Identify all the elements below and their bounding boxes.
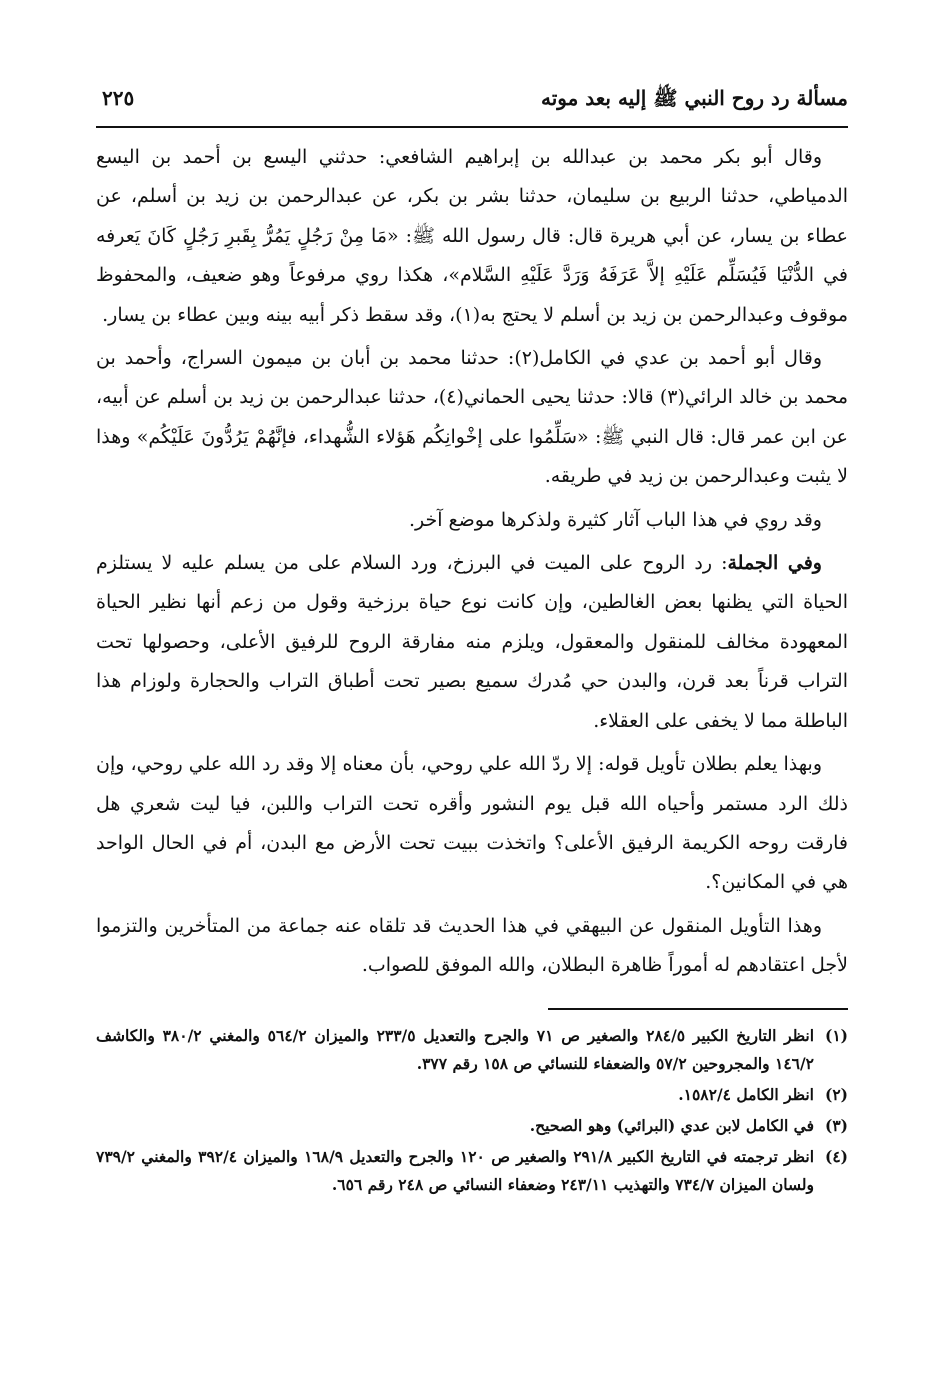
paragraph-text: وقال أبو أحمد بن عدي في الكامل(٢): حدثنا محمد بن أبان بن ميمون السراج، وأحمد بن محمد بن خالد الرائي(٣) قالا: حدثنا يحيى الحماني(٤)، حدثنا عبدالرحمن بن زيد بن أسلم عن أبيه، عن ابن عمر قال: قال النبي ﷺ: «سَلِّمُوا على إخْوانِكُم هَؤلاء الشُّهداء، فإنَّهُمْ يَرُدُّونَ عَلَيْكُم» وهذا لا يثبت وعبدالرحمن بن زيد في طريقه. bbox=[96, 347, 849, 488]
paragraph-1 bbox=[96, 138, 848, 335]
footnote-1 bbox=[96, 1022, 848, 1078]
footnote-number: (٢) bbox=[824, 1084, 848, 1104]
page-header bbox=[96, 84, 848, 120]
footnote-text: في الكامل لابن عدي (البرائي) وهو الصحيح. bbox=[529, 1115, 814, 1135]
footnote-rule bbox=[548, 1008, 848, 1010]
paragraph-3 bbox=[96, 501, 848, 540]
paragraph-lead: وفي الجملة bbox=[727, 552, 822, 575]
paragraph-text: وقد روي في هذا الباب آثار كثيرة ولذكرها موضع آخر. bbox=[408, 508, 822, 531]
footnote-3 bbox=[96, 1112, 848, 1140]
paragraph-text: وهذا التأويل المنقول عن البيهقي في هذا الحديث قد تلقاه عنه جماعة من المتأخرين والتزموا لأجل اعتقادهم له أموراً ظاهرة البطلان، والله الموفق للصواب. bbox=[96, 914, 848, 977]
footnote-number: (٣) bbox=[824, 1115, 848, 1135]
running-title: مسألة رد روح النبي ﷺ إليه بعد موته bbox=[540, 86, 848, 110]
page-number: ٢٢٥ bbox=[102, 86, 135, 110]
footnote-number: (٤) bbox=[824, 1146, 848, 1166]
paragraph-5 bbox=[96, 745, 848, 903]
paragraph-text: وبهذا يعلم بطلان تأويل قوله: إلا ردّ الله علي روحي، بأن معناه إلا وقد رد الله علي روحي، وإن ذلك الرد مستمر وأحياه الله قبل يوم النشور وأقره تحت التراب واللبن، فيا ليت شعري هل فارقت روحه الكريمة الرفيق الأعلى؟ واتخذت ببيت تحت الأرض مع البدن، أم في الحال الواحد هي في المكانين؟. bbox=[96, 753, 848, 894]
footnote-text: انظر الكامل ١٥٨٢/٤. bbox=[678, 1084, 814, 1104]
footnote-text: انظر ترجمته في التاريخ الكبير ٢٩١/٨ والصغير ص ١٢٠ والجرح والتعديل ١٦٨/٩ والميزان ٣٩٢/٤ والمغني ٧٣٩/٢ ولسان الميزان ٧٣٤/٧ والتهذيب ٢٤٣/١١ وضعفاء النسائي ص ٢٤٨ رقم ٦٥٦. bbox=[96, 1146, 815, 1194]
footnote-text: انظر التاريخ الكبير ٢٨٤/٥ والصغير ص ٧١ والجرح والتعديل ٢٣٣/٥ والميزان ٥٦٤/٢ والمغني ٣٨٠/٢ والكاشف ١٤٦/٢ والمجروحين ٥٧/٢ والضعفاء للنسائي ص ١٥٨ رقم ٣٧٧. bbox=[96, 1025, 815, 1073]
paragraph-text: وقال أبو بكر محمد بن عبدالله بن إبراهيم الشافعي: حدثني اليسع بن أحمد بن اليسع الدمياطي، حدثنا الربيع بن سليمان، حدثنا بشر بن بكر، عن عبدالرحمن بن زيد بن أسلم، عن عطاء بن يسار، عن أبي هريرة قال: قال رسول الله ﷺ: «مَا مِنْ رَجُلٍ يَمُرُّ بِقَبرِ رَجُلٍ كَانَ يَعرفه في الدُّنْيَا فَيُسَلِّم عَلَيْهِ إلاَّ عَرَفَهُ وَرَدَّ عَلَيْهِ السَّلام»، هكذا روي مرفوعاً وهو ضعيف، والمحفوظ موقوف وعبدالرحمن بن زيد بن أسلم لا يحتج به(١)، وقد سقط ذكر أبيه بينه وبين عطاء بن يسار. bbox=[96, 146, 848, 326]
footnote-number: (١) bbox=[824, 1025, 848, 1045]
paragraph-4 bbox=[96, 544, 848, 741]
main-text bbox=[96, 138, 848, 986]
footnotes bbox=[96, 1022, 848, 1199]
paragraph-2 bbox=[96, 339, 848, 497]
footnote-2 bbox=[96, 1081, 848, 1109]
header-rule bbox=[96, 126, 848, 128]
paragraph-6 bbox=[96, 907, 848, 986]
book-page bbox=[96, 84, 848, 1202]
paragraph-text: : رد الروح على الميت في البرزخ، ورد السلام على من يسلم عليه لا يستلزم الحياة التي يظنها بعض الغالطين، وإن كانت نوع حياة برزخية وقول من زعم أنها نظير الحياة المعهودة مخالف للمنقول والمعقول، ويلزم منه مفارقة الروح للرفيق الأعلى، وحصولها تحت التراب قرناً بعد قرن، والبدن حي مُدرك سميع بصير تحت أطباق التراب والحجارة ولوزام هذا الباطلة مما لا يخفى على العقلاء. bbox=[96, 552, 848, 732]
footnote-4 bbox=[96, 1143, 848, 1199]
